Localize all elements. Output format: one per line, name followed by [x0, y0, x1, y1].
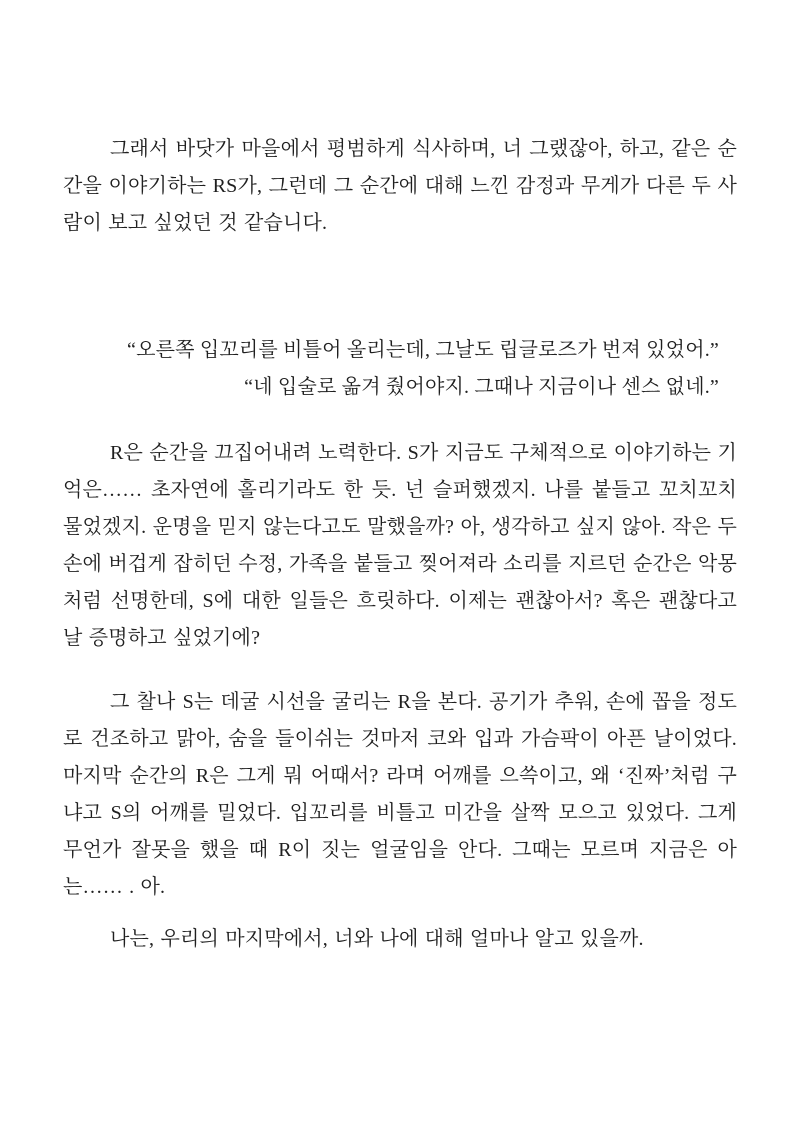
paragraph-s-observation: 그 찰나 S는 데굴 시선을 굴리는 R을 본다. 공기가 추워, 손에 꼽을 정도로 건조하고 맑아, 숨을 들이쉬는 것마저 코와 입과 가슴팍이 아픈 날이었다. 마지막 순간의 R은 그게 뭐 어때서? 라며 어깨를 으쓱이고, 왜 ‘진짜’처럼 구냐고 S의 어깨를 밀었다. 입꼬리를 비틀고 미간을 살짝 모으고 있었다. 그게 무언가 잘못을 했을 때 R이 짓는 얼굴임을 안다. 그때는 모르며 지금은 아는…… . 아.	[63, 691, 737, 898]
dialogue-block	[63, 332, 737, 406]
paragraph-closing-line: 나는, 우리의 마지막에서, 너와 나에 대해 얼마나 알고 있을까.	[110, 928, 644, 950]
dialogue-line-2: “네 입술로 옮겨 줬어야지. 그때나 지금이나 센스 없네.”	[244, 376, 719, 398]
text-block	[63, 131, 737, 958]
paragraph-intro: 그래서 바닷가 마을에서 평범하게 식사하며, 너 그랬잖아, 하고, 같은 순간을 이야기하는 RS가, 그런데 그 순간에 대해 느낀 감정과 무게가 다른 두 사람이 보고 싶었던 것 같습니다.	[63, 138, 737, 234]
paragraph-r-memory: R은 순간을 끄집어내려 노력한다. S가 지금도 구체적으로 이야기하는 기억은…… 초자연에 홀리기라도 한 듯. 넌 슬퍼했겠지. 나를 붙들고 꼬치꼬치 물었겠지. 운명을 믿지 않는다고도 말했을까? 아, 생각하고 싶지 않아. 작은 두 손에 버겁게 잡히던 수정, 가족을 붙들고 찢어져라 소리를 지르던 순간은 악몽처럼 선명한데, S에 대한 일들은 흐릿하다. 이제는 괜찮아서? 혹은 괜찮다고 날 증명하고 싶었기에?	[63, 442, 737, 649]
dialogue-line-1: “오른쪽 입꼬리를 비틀어 올리는데, 그날도 립글로즈가 번져 있었어.”	[127, 339, 719, 361]
